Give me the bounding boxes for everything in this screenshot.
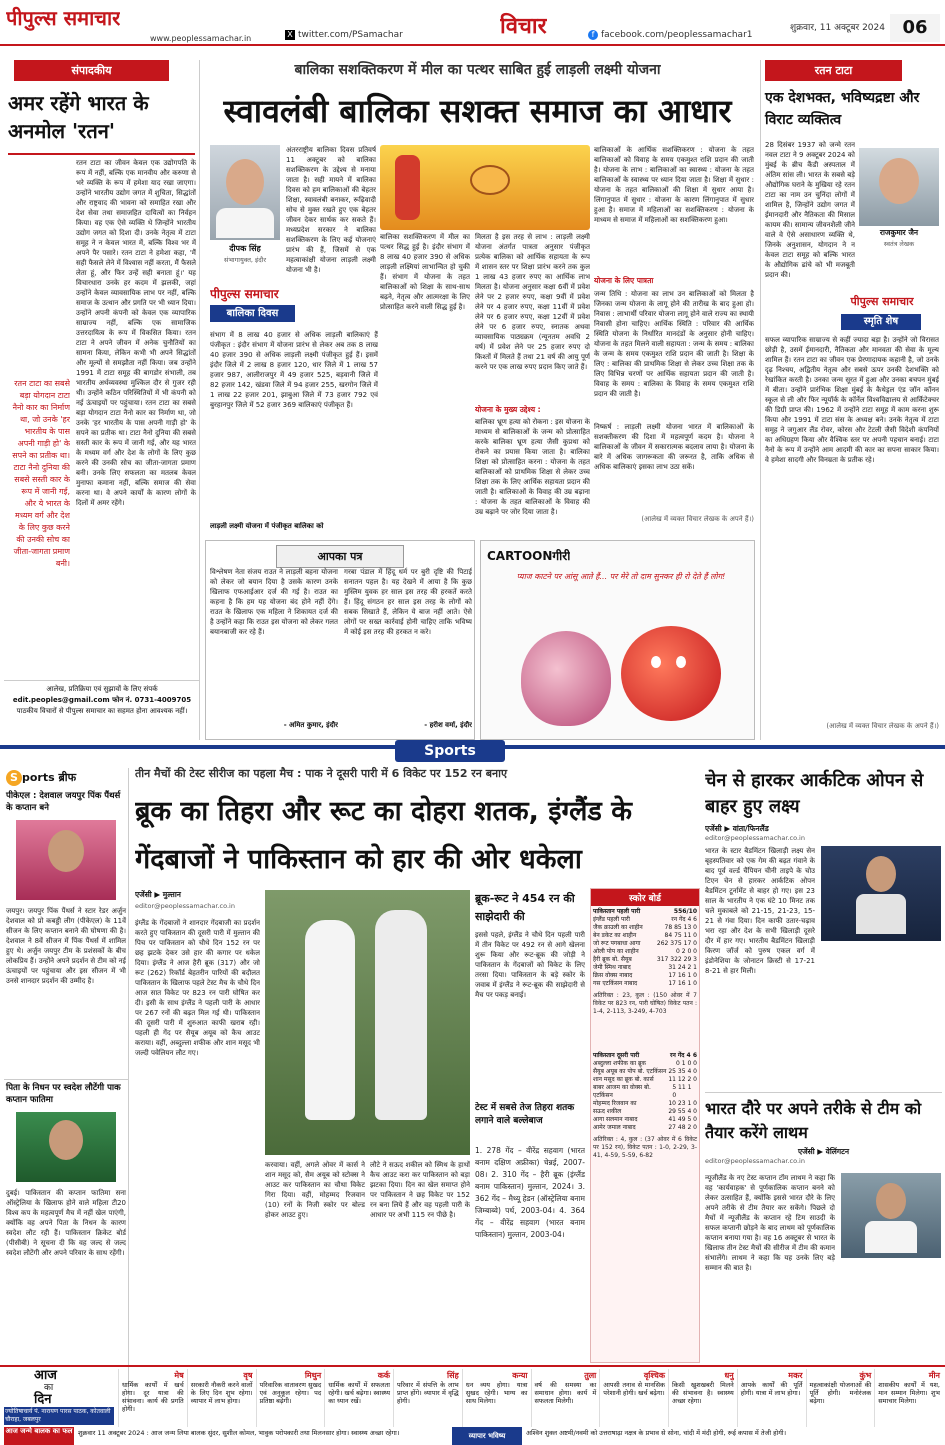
- score-figures: 556/10: [673, 908, 697, 915]
- score-row: [593, 972, 697, 980]
- score-row: [593, 908, 697, 916]
- score-batsman: आमेर जमाल नाबाद: [593, 1124, 636, 1131]
- score-batsman: जैक क्राउली का शाहीन: [593, 924, 643, 931]
- horoscope-title-mid: का: [44, 1383, 54, 1393]
- website-link[interactable]: www.peoplessamachar.in: [150, 34, 252, 43]
- score-batsman: पाकिस्तान दूसरी पारी: [593, 1052, 640, 1059]
- editorial-tag: संपादकीय: [14, 60, 169, 81]
- sports-brief-tag: S ports ब्रीफ: [4, 768, 128, 788]
- editorial-headline: अमर रहेंगे भारत के अनमोल 'रतन': [8, 91, 149, 143]
- score-batsman: गस एटकिंसन नाबाद: [593, 980, 638, 987]
- brief2-body: दुबई। पाकिस्तान की कप्तान फातिमा सना ऑस्ट्रेलिया के खिलाफ होने वाले महिला टी20 विश्व कप के महत्वपूर्ण मैच में नहीं खेल पाएंगी, क्योंकि वह अपने पिता के निधन के कारण स्वदेश लौट रही हैं। पाकिस्तान क्रिकेट बोर्ड (पीसीबी) ने सूचना दी कि वह जल्द से जल्द स्वदेश लौटेंगी और अपने परिवार के साथ रहेंगी।: [6, 1189, 126, 1257]
- zodiac-name: मीन: [928, 1371, 940, 1380]
- score-figures: 25 35 4 0: [668, 1068, 697, 1075]
- score-row: [593, 964, 697, 972]
- score-row: [593, 1108, 697, 1116]
- score-row: [593, 956, 697, 964]
- score-figures: 262 375 17 0: [656, 940, 697, 947]
- astrologer-credit: ज्योतिषाचार्य पं. नारायण पारस पाठक, कोतवाली चौराहा, जबलपुर: [4, 1407, 114, 1425]
- main-col3: बालिकाओं के आर्थिक सशक्तिकरण : योजना के तहत बालिकाओं को विवाह के समय एकमुश्त राशि प्रदान की जाती है। योजना के लाभ : बालिकाओं का स्वास्थ्य : योजना के तहत बालिकाओं के स्वास्थ्य पर ध्यान दिया जाता है। शिक्षा में सुधार : योजना के तहत बालिकाओं की शिक्षा में सुधार आया है। लिंगानुपात में सुधार : योजना के कारण लिंगानुपात में सुधार हुआ है। समाज में महिलाओं का सशक्तिकरण : योजना के माध्यम से समाज में महिलाओं का सशक्तिकरण हुआ।: [594, 146, 754, 224]
- editorial-pullquote: रतन टाटा का सबसे बड़ा योगदान टाटा नैनो कार का निर्माण था, जो उनके 'हर भारतीय के पास अपनी गाड़ी हो' के सपने का प्रतीक था। टाटा नैनो दुनिया की सबसे सस्ती कार के रूप में जानी गई, और ये भारत के मध्यम वर्ग और देश के लिए कुछ करने की उनकी सोच का जीता-जागता प्रमाण बनी।: [12, 379, 70, 568]
- brief1-body: जयपुर। जयपुर पिंक पैंथर्स ने स्टार रेडर अर्जुन देशवाल को प्रो कबड्डी लीग (पीकेएल) के 11वें सीजन के लिए कप्तान बनाने की घोषणा की है। देशवाल ने 8वें सीजन में पिंक पैंथर्स में शामिल हुए थे। अर्जुन जयपुर टीम के प्रशंसकों के बीच लोकप्रिय हैं। उन्होंने अपने प्रदर्शन से टीम को नई ऊंचाइयों पर पहुंचाया और इस सीजन में भी उनसे शानदार प्रदर्शन की उम्मीद है।: [6, 907, 126, 985]
- horoscope-title-box: [4, 1369, 114, 1427]
- badge-label: बालिका दिवस: [210, 305, 295, 322]
- tomato-icon: [621, 626, 721, 721]
- ratan-badge-label: स्मृति शेष: [841, 314, 921, 330]
- deity-figure-icon: [395, 155, 420, 220]
- badge-logo: पीपुल्स समाचार: [210, 287, 279, 301]
- arctic-email[interactable]: editor@peoplessamachar.co.in: [705, 834, 805, 842]
- score-figures: 17 16 1 0: [668, 972, 697, 979]
- ratan-body-1: 28 दिसंबर 1937 को जन्मे रतन नवल टाटा ने 9 अक्टूबर 2024 को मुंबई के ब्रीच कैंडी अस्पताल में अंतिम सांस ली। भारत के सबसे बड़े औद्योगिक घराने के मुखिया रहे रतन टाटा का नाम उन चुनिंदा लोगों में शामिल है, जिन्होंने उद्योग जगत में ईमानदारी और नैतिकता की मिसाल कायम की। सामान्य जीवनशैली जीने वाले वे ऐसे असाधारण व्यक्ति थे, जिनके अनुशासन, योगदान ने न केवल टाटा समूह को बल्कि भारत के औद्योगिक ढांचे को भी मजबूती प्रदान की।: [765, 141, 855, 279]
- score-note-1: अतिरिक्त : 23, कुल : (150 ओवर में 7 विकेट पर 823 रन, पारी घोषित) विकेट पतन : 1-4, 2-113, 3-249, 4-703: [593, 992, 697, 1015]
- zodiac-text: धार्मिक कार्यों में खर्च होगा। दूर यात्रा की संभावना। कार्य की प्रगति होगी।: [122, 1381, 184, 1413]
- latham-photo: [841, 1173, 941, 1258]
- zodiac-text: किसी खुशखबरी मिलने की संभावना है। स्वास्थ्य अच्छा रहेगा।: [672, 1381, 734, 1405]
- main-author-note: (आलेख में व्यक्त विचार लेखक के अपने हैं।): [641, 515, 754, 523]
- record-head: टेस्ट में सबसे तेज तिहरा शतक लगाने वाले बल्लेबाज: [475, 1103, 575, 1126]
- score-figures: रन गेंद 4 6: [670, 1052, 697, 1059]
- zodiac-name: मिथुन: [304, 1371, 322, 1380]
- birthday-tag: आज जन्मे बालक का फल: [4, 1427, 74, 1445]
- score-batsman: पाकिस्तान पहली पारी: [593, 908, 641, 915]
- zodiac-sign: [118, 1369, 187, 1427]
- face-icon: [866, 856, 896, 892]
- photo-caption-2: लौटे ने सऊद शकील को स्मिथ के हाथों कैच आउट करा कर पाकिस्तान को बड़ा झटका दिया। दिन का खेल समाप्त होने पर पाकिस्तान ने छह विकेट पर 152 रन बना लिये हैं और वह पहली पारी के आधार पर अभी 115 रन पीछे है।: [370, 1161, 470, 1219]
- newspaper-logo: पीपुल्स समाचार: [6, 6, 121, 30]
- zodiac-sign: [874, 1369, 943, 1427]
- ratan-author-role: स्वतंत्र लेखक: [883, 240, 915, 248]
- zodiac-sign: [737, 1369, 806, 1427]
- score-row: [593, 940, 697, 948]
- zodiac-text: वर्ष की समस्या का समाधान होगा। कार्य में सफलता मिलेगी।: [534, 1381, 597, 1405]
- author-role: संभागायुक्त, इंदौर: [223, 256, 267, 264]
- score-figures: 0 2 0 0: [676, 948, 697, 955]
- brief1-photo: [16, 820, 116, 900]
- scoreboard: [590, 888, 700, 1363]
- score-figures: 5 11 1 0: [672, 1084, 692, 1099]
- ratan-badge-logo: पीपुल्स समाचार: [850, 295, 914, 308]
- horoscope-title-bot: दिन: [34, 1392, 52, 1407]
- score-table-england: [591, 906, 699, 990]
- sports-body: इंग्लैंड के गेंदबाजों ने शानदार गेंदबाजी का प्रदर्शन करते हुए पाकिस्तान की दूसरी पारी में मुल्तान की पिच पर पाकिस्तान को चौथे दिन 152 रन पर छह झटके देकर उसे हार की कगार पर धकेल दिया। इंग्लैंड ने आज हैरी ब्रूक (317) और जो रूट (262) रिकॉर्ड बेहतरीन पारियों की बदौलत पाकिस्तान के खिलाफ पहले टेस्ट मैच के चौथे दिन आज सात विकेट पर 823 रन पारी घोषित कर दी। इसी के साथ इंग्लैंड ने पहली पारी के आधार पर 267 रनों की बढ़त मिल गई थी। पाकिस्तान की दूसरी पारी में शुरुआत काफी खराब रही। पहली ही गेंद पर सैयूब अयूब को कैच आउट कराया। वहीं, अब्दुल्ला शफीक और शान मसूद भी जल्दी पवेलियन लौट गए।: [135, 919, 260, 1057]
- ball-icon: S: [6, 770, 22, 786]
- letter-2-sign: - हरीश वर्मा, इंदौर: [424, 721, 472, 729]
- zodiac-sign: [187, 1369, 256, 1427]
- sports-byline: एजेंसी ▶ मुल्तान: [135, 890, 181, 899]
- ratan-body-2: सफल व्यापारिक साम्राज्य से कहीं ज्यादा बड़ा है। उन्होंने जो विरासत छोड़ी है, उसमें ईमानदारी, नैतिकता और मानवता की सेवा के मूल्य शामिल हैं। रतन टाटा का जीवन एक प्रेरणादायक कहानी है, जो उनके दृढ़ निश्चय, अद्वितीय नेतृत्व और सबसे ऊपर उनकी देशभक्ति को रेखांकित करती है। उनका जन्म सूरत में हुआ और उनका बचपन मुंबई में बीता। उन्होंने प्रारंभिक शिक्षा मुंबई के कैथेड्रल एंड जॉन कॉनन स्कूल से ली और फिर न्यूयॉर्क के कॉर्नेल विश्वविद्यालय से आर्किटेक्चर की डिग्री प्राप्त की। 1962 में उन्होंने टाटा समूह में काम करना शुरू किया और 1991 में टाटा संस के अध्यक्ष बने। उनके नेतृत्व में टाटा समूह ने जगुआर लैंड रोवर, कोरस और टेटली जैसी विदेशी कंपनियों का अधिग्रहण किया और वैश्विक स्तर पर अपनी पहचान बनाई। टाटा नैनो के रूप में उन्होंने आम आदमी की कार का सपना साकार किया। वे हमेशा सादगी और विनम्रता के प्रतीक रहे।: [765, 336, 939, 464]
- sports-subhead: ब्रूक-रूट ने 454 रन की साझेदारी की: [475, 892, 575, 923]
- zodiac-text: शासकीय कार्यों में यश, मान सम्मान मिलेगा। शुभ समाचार मिलेगा।: [878, 1381, 940, 1405]
- goddess-illustration: [380, 145, 590, 230]
- author-photo: [210, 145, 280, 240]
- player-icon: [305, 920, 355, 1120]
- author-name: दीपक सिंह: [229, 244, 261, 253]
- zodiac-sign: [462, 1369, 531, 1427]
- score-figures: 41 49 5 0: [668, 1116, 697, 1123]
- arctic-headline: चेन से हारकर आर्कटिक ओपन से बाहर हुए लक्ष्य: [705, 770, 924, 817]
- sports-banner: Sports: [395, 740, 505, 762]
- score-row: [593, 1084, 697, 1100]
- score-batsman: मोहम्मद रिजवान का: [593, 1100, 637, 1107]
- player-icon: [375, 910, 427, 1120]
- zodiac-text: महत्वाकांक्षी योजनाओं की पूर्ति होगी। मनोरंजक बढ़ेगा।: [809, 1381, 872, 1405]
- score-batsman: शान मसूद का ब्रूक बो. कार्स: [593, 1076, 654, 1083]
- zodiac-name: मेष: [174, 1371, 184, 1380]
- face-icon: [49, 1120, 83, 1160]
- cartoon-caption: प्याज काटने पर आंसू आते हैं... पर मेरे तो दाम सुनकर ही रो देते हैं लोग!: [516, 572, 726, 581]
- ratan-column: [760, 60, 942, 740]
- facebook-link[interactable]: [588, 30, 753, 40]
- score-row: [593, 1076, 697, 1084]
- main-col1-end: लाड़ली लक्ष्मी योजना में पंजीकृत बालिका को: [210, 522, 324, 530]
- arctic-body: भारत के स्टार बैडमिंटन खिलाड़ी लक्ष्य सेन बृहस्पतिवार को एक गेम की बढ़त गंवाने के बाद पूर्व वर्ल्ड चैंपियन चीनी ताइपे के चोउ टिएन चेन से हारकर आर्कटिक ओपन बैडमिंटन टूर्नामेंट से बाहर हो गए। इस 23 साल के भारतीय ने एक घंटे 10 मिनट तक चले मुकाबले को 21-15, 21-23, 15-21 से गंवा दिया। दिन काफी उतार-चढ़ाव भरा रहा और देश के सभी खिलाड़ी दूसरे दौर में हार गए। भारतीय बैडमिंटन खिलाड़ी किरण जॉर्ज को पुरुष एकल वर्ग में इंडोनेशिया के जोनाटन क्रिस्टी से 17-21 8-21 से हार मिली।: [705, 847, 815, 975]
- section-title: विचार: [500, 14, 547, 39]
- score-batsman: सऊद शकील: [593, 1108, 622, 1115]
- zodiac-sign: [324, 1369, 393, 1427]
- disclaimer: पाठकीय विचारों से पीपुल्स समाचार का सहमत होना आवश्यक नहीं।: [16, 707, 188, 715]
- score-row: [593, 1124, 697, 1132]
- main-kicker: बालिका सशक्तिकरण में मील का पत्थर साबित हुई लाड़ली लक्ष्मी योजना: [294, 62, 661, 78]
- score-figures: 27 48 2 0: [668, 1124, 697, 1131]
- score-figures: 84 75 11 0: [664, 932, 697, 939]
- score-row: [593, 924, 697, 932]
- score-figures: 29 55 4 0: [668, 1108, 697, 1115]
- twitter-handle: twitter.com/PSamachar: [298, 30, 403, 40]
- zodiac-sign: [531, 1369, 600, 1427]
- cartoon-box: [480, 540, 755, 740]
- sports-kicker: तीन मैचों की टेस्ट सीरीज का पहला मैच : पाक ने दूसरी पारी में 6 विकेट पर 152 रन बनाए: [135, 767, 508, 780]
- latham-body: न्यूजीलैंड के नए टेस्ट कप्तान टॉम लाथम ने कहा कि वह 'कार्यवाहक' से पूर्णकालिक कप्तान बनने को लेकर उत्साहित हैं, क्योंकि इससे भारत दौरे के लिए अपने तरीके से टीम तैयार कर सकेंगे। पिछले दो मैचों में न्यूजीलैंड के कप्तान रहे टिम साउदी के सफल कप्तानी छोड़ने के बाद लाथम को पूर्णकालिक कप्तान बनाया गया है। वह 16 अक्टूबर से भारत के खिलाफ तीन टेस्ट मैचों की सीरीज में टीम की कमान संभालेंगे। लाथम ने कहा कि यह उनके लिए बड़े सम्मान की बात है।: [705, 1174, 835, 1272]
- sports-side-body: इससे पहले, इंग्लैंड ने चौथे दिन पहली पारी में तीन विकेट पर 492 रन से आगे खेलना शुरू किया और रूट-ब्रूक की जोड़ी ने पाकिस्तान के गेंदबाजों को विकेट के लिए तरसा दिया। पाकिस्तान के बड़े स्कोर के जवाब में इंग्लैंड ने रूट-ब्रूक की साझेदारी से मैच पर पकड़ बनाई।: [475, 931, 585, 999]
- score-batsman: ओली पोप का शाहीन: [593, 948, 639, 955]
- signs-row: [118, 1369, 943, 1427]
- score-batsman: हैरी ब्रूक बो. सैयूब: [593, 956, 632, 963]
- score-batsman: जेमी स्मिथ नाबाद: [593, 964, 631, 971]
- zodiac-text: आपके कार्यों की पूर्ति होगी। यात्रा में लाभ होगा।: [740, 1381, 803, 1397]
- zodiac-name: कुंभ: [859, 1371, 872, 1380]
- score-batsman: बेन डकेट का शाहीन: [593, 932, 637, 939]
- onion-icon: [521, 631, 611, 726]
- face-icon: [876, 1183, 906, 1219]
- score-row: [593, 932, 697, 940]
- ratan-author-photo: [859, 148, 939, 226]
- face-icon: [879, 158, 919, 204]
- eye-icon: [470, 165, 510, 195]
- score-row: [593, 916, 697, 924]
- horoscope-strip: [0, 1365, 945, 1445]
- score-batsman: आगा सलमान नाबाद: [593, 1116, 638, 1123]
- score-figures: 0 1 0 0: [676, 1060, 697, 1067]
- zodiac-text: परिवार में संपत्ति के लाभ प्राप्त होंगे। व्यापार में वृद्धि होगी।: [397, 1381, 459, 1405]
- score-batsman: सैयूब अयूब का पोप बो. एटकिंसन: [593, 1068, 667, 1075]
- twitter-link[interactable]: [285, 30, 403, 40]
- zodiac-name: धनु: [724, 1371, 734, 1380]
- brief1-headline: पीकेएल : देशवाल जयपुर पिंक पैंथर्स के कप्तान बने: [6, 791, 121, 813]
- arctic-byline: एजेंसी ▶ वांता/फिनलैंड: [705, 824, 769, 833]
- facebook-icon: f: [588, 30, 598, 40]
- scoreboard-title: स्कोर बोर्ड: [591, 889, 699, 906]
- letters-box: [205, 540, 475, 740]
- score-batsman: अब्दुल्ला शफीक का ब्रूक: [593, 1060, 646, 1067]
- main-objectives-head: योजना के मुख्य उद्देश्य :: [475, 405, 541, 414]
- main-headline: स्वावलंबी बालिका सशक्त समाज का आधार: [223, 92, 732, 130]
- main-col3-eligibility: जन्म तिथि : योजना का लाभ उन बालिकाओं को मिलता है जिनका जन्म योजना के लागू होने की तारीख के बाद हुआ हो। निवास : लाभार्थी परिवार योजना लागू होने वाले राज्य का स्थायी निवासी होना चाहिए। आर्थिक स्थिति : परिवार की आर्थिक स्थिति योजना के निर्धारित मानदंडों के अनुसार होनी चाहिए। योजना के तहत मिलने वाली सहायता : जन्म के समय : बालिका के जन्म के समय एकमुश्त राशि प्रदान की जाती है। शिक्षा के लिए : बालिका की प्राथमिक शिक्षा से लेकर उच्च शिक्षा तक के लिए विभिन्न चरणों पर आर्थिक सहायता प्रदान की जाती है। विवाह के समय : बालिका के विवाह के समय एकमुश्त राशि प्रदान की जाती है।: [594, 290, 754, 398]
- zodiac-text: धन व्यय होगा। यात्रा सुखद रहेगी। भाग्य का साथ मिलेगा।: [465, 1381, 528, 1405]
- score-figures: रन गेंद 4 6: [671, 916, 697, 923]
- ratan-note: (आलेख में व्यक्त विचार लेखक के अपने हैं।): [826, 722, 939, 730]
- score-row: [593, 1060, 697, 1068]
- score-figures: 31 24 2 1: [668, 964, 697, 971]
- score-table-pakistan: [591, 1050, 699, 1134]
- birthday-text: शुक्रवार 11 अक्टूबर 2024 : आज जन्म लिया बालक सुंदर, सुशील कोमल, भावुक परोपकारी तथा मिलनसार होगा। स्वास्थ्य अच्छा रहेगा।: [78, 1429, 400, 1437]
- zodiac-sign: [256, 1369, 325, 1427]
- face-icon: [48, 830, 84, 872]
- facebook-handle: facebook.com/peoplessamachar1: [601, 30, 753, 40]
- brief2-headline: पिता के निधन पर स्वदेश लौटेंगी पाक कप्तान फातिमा: [4, 1079, 128, 1108]
- latham-email[interactable]: editor@peoplessamachar.co.in: [705, 1157, 805, 1165]
- main-conclusion: निष्कर्ष : लाड़ली लक्ष्मी योजना भारत में बालिकाओं के सशक्तीकरण की दिशा में महत्वपूर्ण कदम है। योजना ने बालिकाओं के जीवन में सकारात्मक बदलाव लाया है। योजना के बारे में अधिक जागरूकता की जरूरत है, ताकि अधिक से अधिक बालिकाएं इसका लाभ उठा सकें।: [594, 423, 754, 471]
- zodiac-name: तुला: [584, 1371, 597, 1380]
- zodiac-text: आपसी तनाव से मानसिक परेशानी होगी। खर्च बढ़ेगा।: [603, 1381, 665, 1397]
- record-list: 1. 278 गेंद – वीरेंद्र सहवाग (भारत बनाम दक्षिण अफ्रीका) चेन्नई, 2007-08। 2. 310 गेंद – हैरी ब्रूक (इंग्लैंड बनाम पाकिस्तान) मुल्तान, 2024। 3. 362 गेंद – मैथ्यू हेडन (ऑस्ट्रेलिया बनाम जिम्बाब्वे) पर्थ, 2003-04। 4. 364 गेंद – वीरेंद्र सहवाग (भारत बनाम पाकिस्तान) मुल्तान, 2003-04।: [475, 1146, 585, 1239]
- zodiac-text: परिवारिक वातावरण सुखद एवं अनुकूल रहेगा। पद प्रतिष्ठा बढ़ेगी।: [259, 1381, 322, 1405]
- horoscope-title-top: आज: [34, 1369, 57, 1383]
- score-batsman: इंग्लैंड पहली पारी: [593, 916, 630, 923]
- brief2-photo: [16, 1112, 116, 1182]
- zodiac-sign: [668, 1369, 737, 1427]
- score-figures: 10 23 1 0: [668, 1100, 697, 1107]
- score-batsman: बाबर आजम का वोक्स बो. एटकिंसन: [593, 1084, 651, 1099]
- score-row: [593, 1052, 697, 1060]
- latham-headline: भारत दौरे पर अपने तरीके से टीम को तैयार करेंगे लाथम: [705, 1099, 922, 1142]
- editorial-body: रतन टाटा का जीवन केवल एक उद्योगपति के रूप में नहीं, बल्कि एक मानवीय और करुणा से भरे व्यक्ति के रूप में हमेशा याद रखा जाएगा। उन्होंने भारतीय उद्योग जगत में शुचिता, सिद्धांतों और राष्ट्रवाद की भावना को समाहित रखा और देश सेवा तथा समाजहित दायित्वों का निर्वहन किया। वह एक ऐसे व्यक्ति थे जिन्होंने भारतीय उद्योग जगत को दिशा दी। उनके नेतृत्व में टाटा समूह ने न केवल भारत में, बल्कि विश्व भर में अपने पैर पसारे। रतन टाटा ने हमेशा कहा, 'मैं सही फैसले लेने में विश्वास नहीं करता, मैं फैसले लेता हूं, और फिर उन्हें सही बनाता हूं।' यह विचारधारा उनके हर कदम में झलकी, जहां उन्होंने केवल व्यावसायिक लाभ पर नहीं, बल्कि समाज के उत्थान और प्रगति पर भी ध्यान दिया। उन्होंने अपनी कंपनी को केवल एक व्यापारिक साम्राज्य नहीं, बल्कि एक सामाजिक उत्तरदायित्व के रूप में विकसित किया। रतन टाटा ने अपने जीवन में अनेक चुनौतियों का सामना किया, लेकिन कभी भी अपने सिद्धांतों और मूल्यों से समझौता नहीं किया। जब उन्होंने 1991 में टाटा समूह की बागडोर संभाली, तब भारतीय अर्थव्यवस्था मुश्किल दौर से गुजर रही थी। उन्होंने कठिन परिस्थितियों में भी कंपनी को नई ऊंचाइयों पर पहुंचाया। रतन टाटा का सबसे बड़ा योगदान टाटा नैनो कार का निर्माण था, जो उनके 'हर भारतीय के पास अपनी गाड़ी हो' के सपने का प्रतीक था। टाटा नैनो दुनिया की सबसे सस्ती कार के रूप में जानी गई, और यह भारत के मध्यम वर्ग और देश के लोगों के लिए कुछ करने की उनकी सोच का जीता-जागता प्रमाण बनी। उनके लिए सफलता का मतलब केवल मुनाफा कमाना नहीं, बल्कि समाज की सेवा करना था। वे अपने कार्यों के कारण लोगों के दिलों में अमर रहेंगे।: [76, 159, 196, 507]
- letters-tag: आपका पत्र: [276, 545, 404, 568]
- score-row: [593, 948, 697, 956]
- score-row: [593, 1116, 697, 1124]
- zodiac-name: सिंह: [447, 1371, 459, 1380]
- latham-byline: एजेंसी ▶ वेलिंगटन: [797, 1147, 850, 1156]
- zodiac-name: वृष: [243, 1371, 253, 1380]
- score-note-2: अतिरिक्त : 4, कुल : (37 ओवर में 6 विकेट पर 152 रन), विकेट पतन : 1-0, 2-29, 3-41, 4-59, 5-59, 6-82: [593, 1136, 697, 1159]
- sports-headline: ब्रूक का तिहरा और रूट का दोहरा शतक, इंग्लैंड के गेंदबाजों ने पाकिस्तान को हार की ओर धकेला: [135, 796, 632, 875]
- score-figures: 317 322 29 3: [656, 956, 697, 963]
- cartoon-title: CARTOONगीरी: [487, 549, 571, 563]
- ratan-author-name: राजकुमार जैन: [879, 228, 919, 237]
- score-figures: 17 16 1 0: [668, 980, 697, 987]
- market-tag: व्यापार भविष्य: [452, 1427, 522, 1445]
- score-figures: 78 85 13 0: [664, 924, 697, 931]
- score-row: [593, 1100, 697, 1108]
- zodiac-text: सरकारी नौकरी करने वालों के लिए दिन शुभ रहेगा। व्यापार में लाभ होगा।: [190, 1381, 253, 1405]
- sports-brief-column: [4, 768, 129, 1408]
- letter-2: गरबा पंडाल में हिंदू धर्म पर बुरी दृष्टि की पिटाई सनातन पहल है। यह देखने में आया है कि कुछ मुस्लिम युवक हर साल इस तरह की हरकतें करते हैं। हिंदू संगठन हर साल इस तरह के लोगों को सबक सिखाते हैं, लेकिन ये बाज नहीं आते। ऐसे लोगों पर सख्त कार्रवाई होनी चाहिए ताकि भविष्य में कोई इस तरह की हरकत न करे।: [344, 568, 472, 636]
- zodiac-sign: [599, 1369, 668, 1427]
- market-text: अश्विन शुक्ल अष्टमी/नवमी को उत्तराषाढ़ा नक्षत्र के प्रभाव से सोना, चांदी में मंदी होगी, रूई कपास में तेजी होगी।: [526, 1429, 787, 1437]
- divider: [8, 153, 195, 155]
- zodiac-name: कन्या: [512, 1371, 528, 1380]
- score-batsman: क्रिस वोक्स नाबाद: [593, 972, 633, 979]
- zodiac-sign: [806, 1369, 875, 1427]
- zodiac-name: मकर: [788, 1371, 803, 1380]
- score-row: [593, 1068, 697, 1076]
- score-row: [593, 980, 697, 988]
- eligibility-head: योजना के लिए पात्रता: [594, 276, 654, 285]
- letter-1-sign: - अमित कुमार, इंदौर: [283, 721, 338, 729]
- main-col1: अंतरराष्ट्रीय बालिका दिवस प्रतिवर्ष 11 अक्टूबर को बालिका सशक्तिकरण के उद्देश्य से मनाया जाता है। सही मायने में बालिका दिवस को हम बालिकाओं की बेहतर शिक्षा, स्वावलंबी बनाकर, रूढ़िवादी सोच से मुक्त रखते हुए एक बेहतर जीवन देकर सार्थक कर सकते हैं। मध्यप्रदेश सरकार ने बालिका सशक्तिकरण के लिए कई योजनाएं प्रारंभ की हैं, जिसमें से एक महत्वाकांक्षी योजना लाड़ली लक्ष्मी योजना भी है।: [286, 146, 376, 274]
- zodiac-text: धार्मिक कार्यों में सफलता रहेगी। खर्च बढ़ेगा। स्वास्थ्य का ध्यान रखें।: [328, 1381, 390, 1405]
- zodiac-name: कर्क: [377, 1371, 390, 1380]
- face-icon: [226, 159, 264, 205]
- score-batsman: जो रूट पगबाधा आगा: [593, 940, 641, 947]
- sports-email[interactable]: editor@peoplessamachar.co.in: [135, 902, 235, 910]
- main-col2-cont: बालिका भ्रूण हत्या को रोकना : इस योजना के माध्यम से बालिकाओं के जन्म को प्रोत्साहित करके बालिका भ्रूण हत्या जैसी कुप्रथा को रोकने का प्रयास किया जाता है। बालिका शिक्षा को प्रोत्साहित करना : योजना के तहत बालिकाओं को प्राथमिक शिक्षा से लेकर उच्च शिक्षा तक के लिए आर्थिक सहायता प्रदान की जाती है। बालिकाओं के विवाह की उम्र बढ़ाना : योजना के तहत बालिकाओं के विवाह की उम्र बढ़ाने पर जोर दिया जाता है।: [475, 418, 590, 516]
- contact-email[interactable]: edit.peoples@gmail.com फोन नं. 0731-4009705: [12, 696, 192, 704]
- contact-label: आलेख, प्रतिक्रिया एवं सुझावों के लिए संपर्क: [46, 685, 158, 693]
- main-col1-cont: बालिका सशक्तिकरण में मील का पत्थर सिद्ध हुई है। इंदौर संभाग में 8 लाख 40 हजार 390 से अधिक लाड़ली लक्ष्मियां लाभान्वित हो चुकी हैं। संभाग में योजना के तहत बालिकाओं को शिक्षा के साथ-साथ बढ़ने, नेतृत्व और आत्मरक्षा के लिए प्रोत्साहित करने वाली सिद्ध हुई है।: [380, 233, 470, 311]
- editorial-footer: [4, 680, 200, 730]
- masthead: [0, 0, 945, 46]
- zodiac-name: वृश्चिक: [643, 1371, 665, 1380]
- latham-article: [705, 1092, 942, 1360]
- editorial-column: [4, 60, 200, 740]
- zodiac-sign: [393, 1369, 462, 1427]
- arctic-article: [705, 768, 942, 1088]
- twitter-icon: X: [285, 30, 295, 40]
- ratan-tag: रतन टाटा: [765, 60, 902, 81]
- photo-caption-1: करवाया। वहीं, अगले ओवर में कार्स ने शान मसूद को, सैम अयूब को स्टोक्स ने आउट कर पाकिस्तान का चौथा विकेट गिरा दिया। वहीं, मोहम्मद रिजवान (10) रनों के निजी स्कोर पर बोल्ड होकर आउट हुए।: [265, 1161, 365, 1219]
- score-figures: 11 12 2 0: [668, 1076, 697, 1083]
- page-number: 06: [890, 14, 940, 42]
- letter-1: विश्लेषण नेता संजय राउत ने लाड़ली बहना योजना को लेकर जो बयान दिया है उसके कारण उनके खिलाफ एफआईआर दर्ज की गई है। राउत का कहना है कि हम यह योजना बंद होने नहीं देंगे। राउत के खिलाफ एक महिला ने शिकायत दर्ज की है उन्होंने कहा कि राउत इस योजना को लेकर गलत बयानबाजी कर रहे हैं।: [210, 568, 338, 636]
- badminton-photo: [821, 846, 941, 941]
- cricket-photo: [265, 890, 470, 1155]
- issue-date: शुक्रवार, 11 अक्टूबर 2024: [790, 23, 885, 33]
- ratan-headline: एक देशभक्त, भविष्यद्रष्टा और विराट व्यक्तित्व: [765, 90, 920, 128]
- main-col1-districts: संभाग में 8 लाख 40 हजार से अधिक लाड़ली बालिकाएं हैं पंजीकृत : इंदौर संभाग में योजना प्रारंभ से लेकर अब तक 8 लाख 40 हजार 390 से अधिक लाड़ली लक्ष्मी पंजीकृत हुई हैं। इसमें इंदौर जिले में 2 लाख 8 हजार 120, धार जिले में 1 लाख 57 हजार 987, आलीराजपुर में 49 हजार 525, बड़वानी जिले में 82 हजार 142, खंडवा जिले में 94 हजार 255, खरगोन जिले में 1 लाख 22 हजार 201, झाबुआ जिले में 73 हजार 792 एवं बुरहानपुर जिले में 52 हजार 369 बालिकाएं पंजीकृत हैं।: [210, 331, 378, 409]
- main-col2: मिलता है इस तरह से लाभ : लाड़ली लक्ष्मी योजना अंतर्गत पात्रता अनुसार पंजीकृत प्रत्येक बालिका को आर्थिक सहायता के रूप में शासन स्तर पर शिक्षा प्रारंभ करने तक कुल 1 लाख 43 हजार रुपए का आर्थिक लाभ मिलता है। योजना अनुसार कक्षा 6वीं में प्रवेश लेने पर 2 हजार रुपए, कक्षा 9वीं में प्रवेश लेने पर 4 हजार रुपए, कक्षा 11वीं में प्रवेश लेने पर 6 हजार रुपए, कक्षा 12वीं में प्रवेश लेने पर 6 हजार रुपए, स्नातक अथवा व्यावसायिक पाठ्यक्रम (न्यूनतम अवधि 2 वर्ष) में प्रवेश लेने पर 25 हजार रुपए दो किश्तों में मिलते हैं तथा 21 वर्ष की आयु पूर्ण करने पर एक लाख रुपए प्रदान किए जाते हैं।: [475, 233, 590, 371]
